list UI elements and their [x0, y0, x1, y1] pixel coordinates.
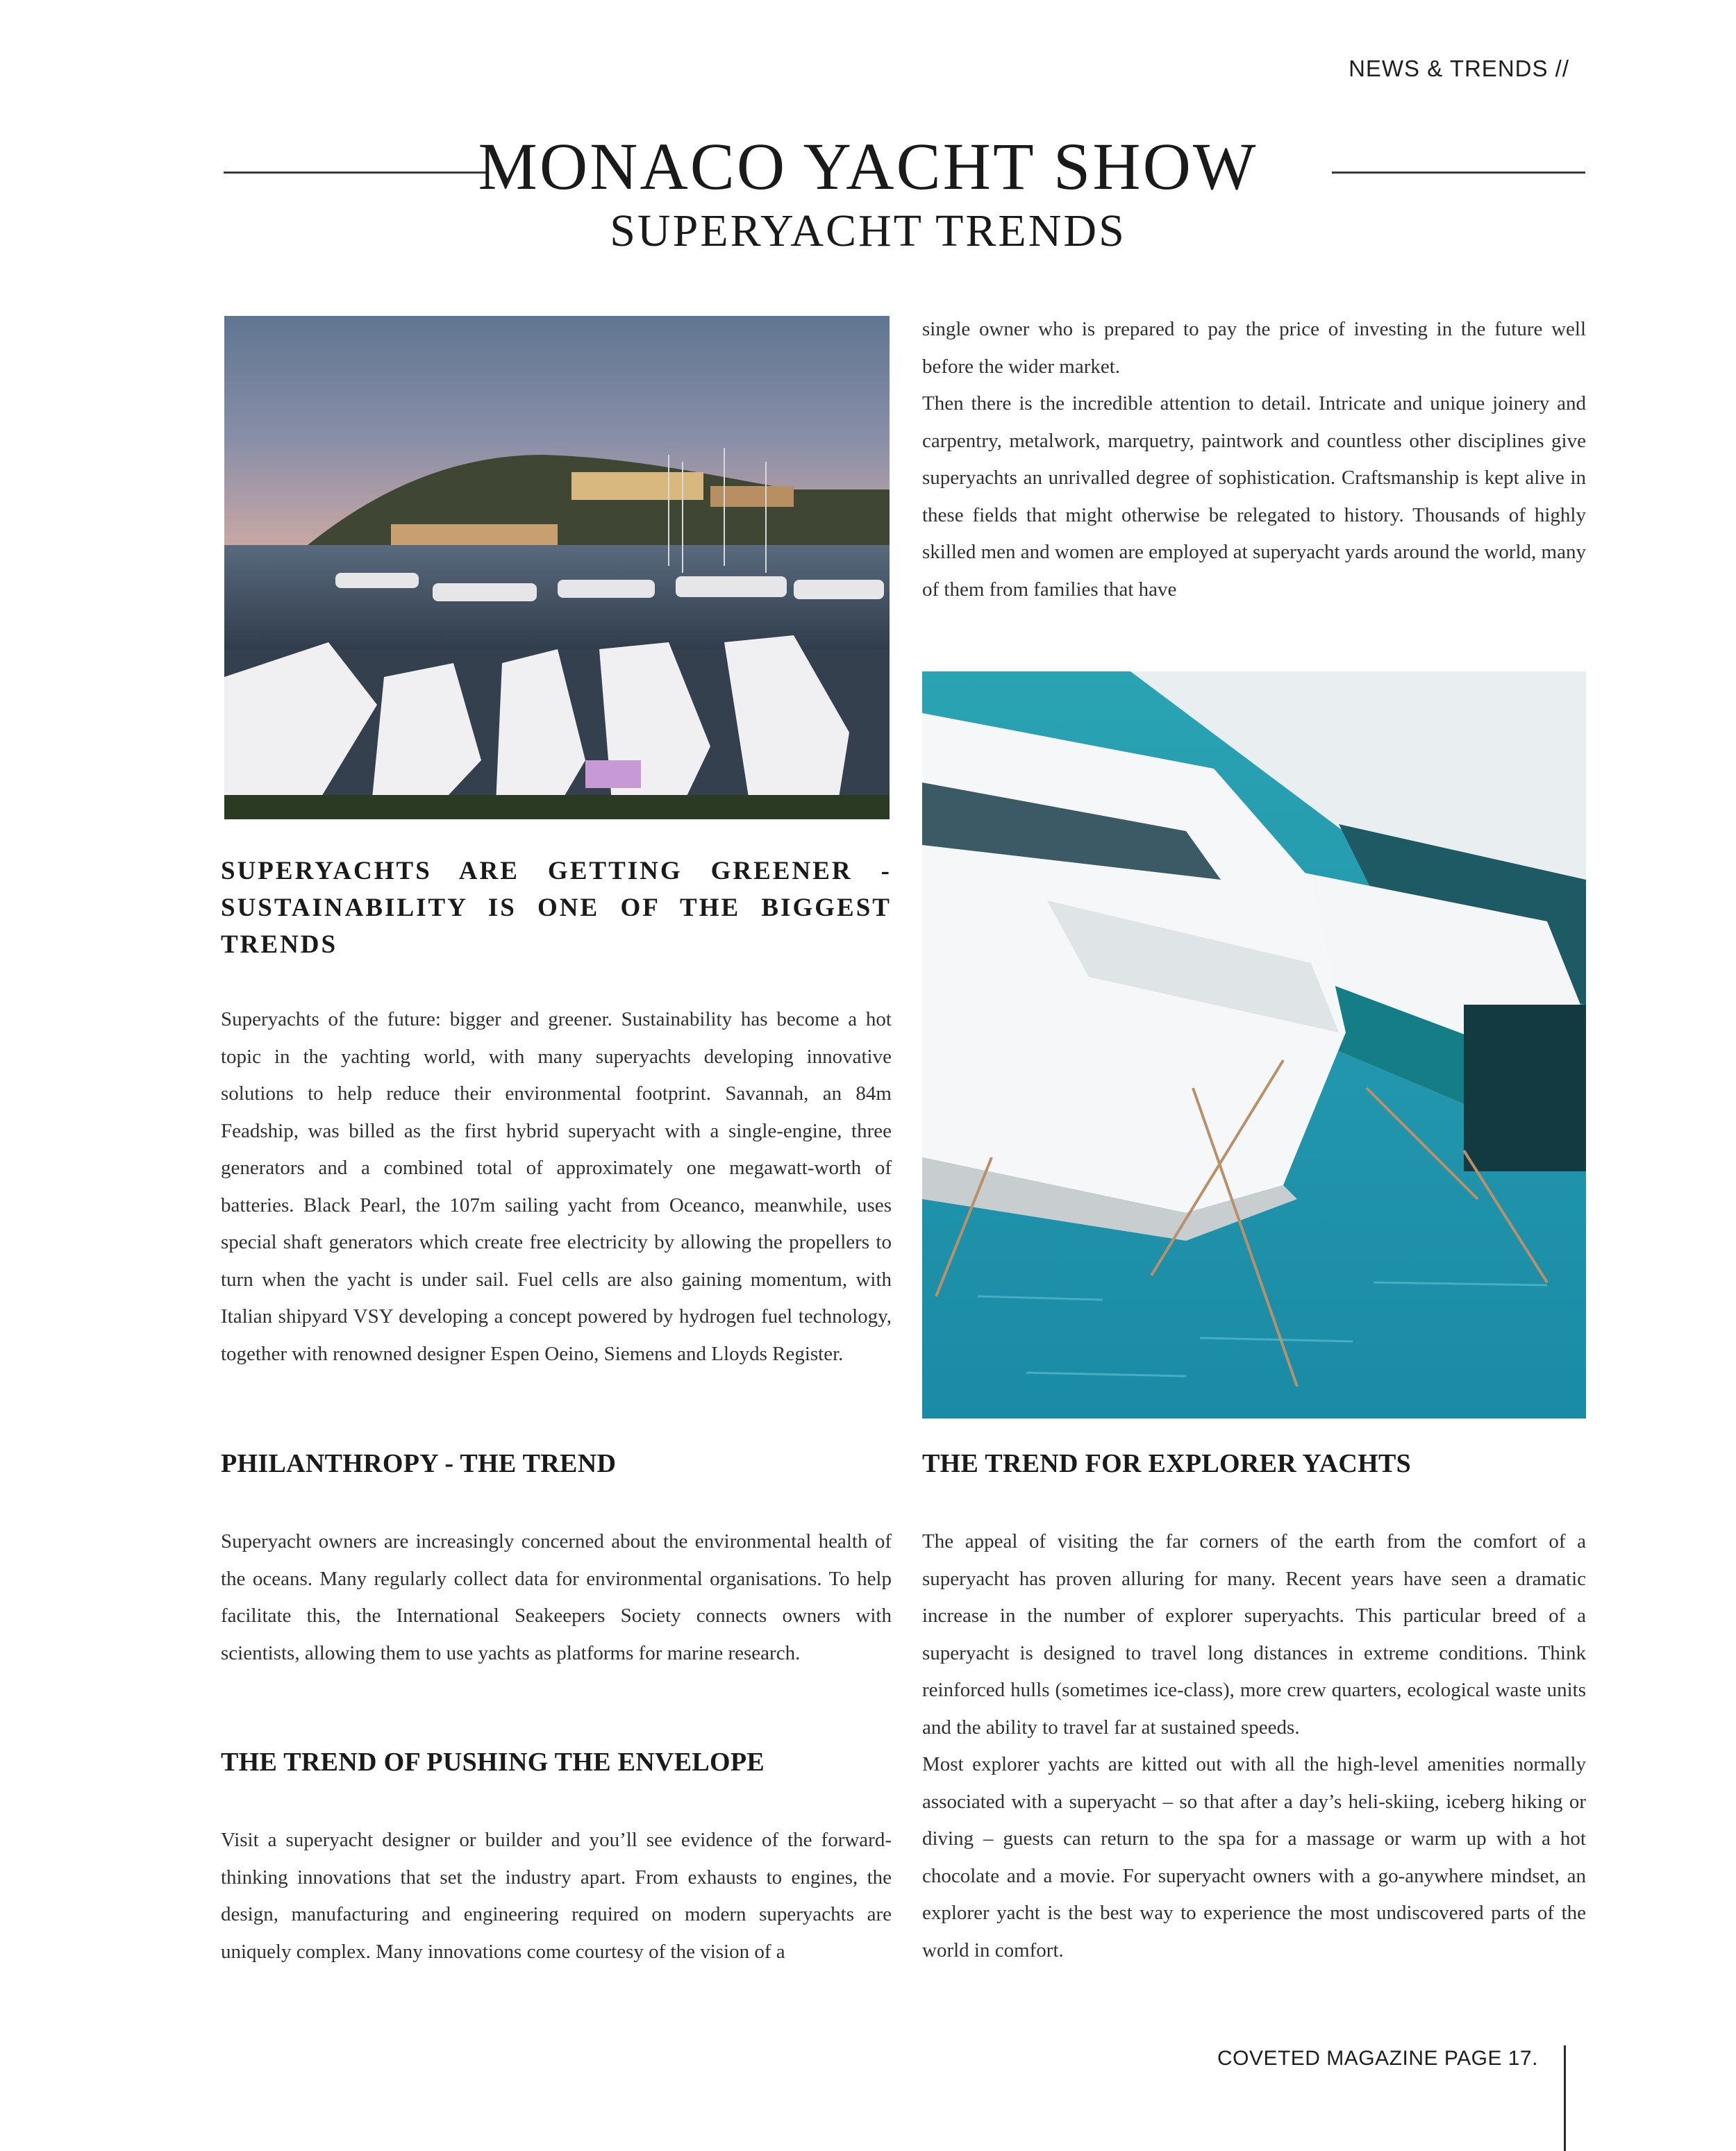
section-label: NEWS & TRENDS //	[1349, 56, 1569, 81]
page-number: COVETED MAGAZINE PAGE 17.	[1217, 2047, 1538, 2070]
harbor-photo	[224, 316, 890, 819]
greener-body	[221, 1001, 892, 1373]
philanthropy-heading: PHILANTHROPY - THE TREND	[221, 1449, 617, 1478]
envelope-body	[221, 1822, 892, 1970]
explorer-paragraph-2: Most explorer yachts are kitted out with all the high-level amenities normally associated with a superyacht – so that after a day’s heli-skiing, iceberg hiking or diving – guests can return to the spa for a massage or warm up with a hot chocolate and a movie. For superyacht owners with a go-anywhere mindset, an explorer yacht is the best way to experience the most undiscovered parts of the world in comfort.	[922, 1753, 1586, 1961]
philanthropy-paragraph: Superyacht owners are increasingly concerned about the environmental health of the oceans. Many regularly collect data for environmental organisations. To help facilitate this, the International Seakeepers Society connects owners with scientists, allowing them to use yachts as platforms for marine research.	[221, 1530, 892, 1664]
explorer-heading: THE TREND FOR EXPLORER YACHTS	[922, 1449, 1412, 1478]
continued-paragraph-2: Then there is the incredible attention to detail. Intricate and unique joinery and carpentry, metalwork, marquetry, paintwork and countless other disciplines give superyachts an unrivalled degree of sophistication. Craftsmanship is kept alive in these fields that might otherwise be relegated to history. Thousands of highly skilled men and women are employed at superyacht yards around the world, many of them from families that have	[922, 392, 1586, 601]
footer-rule	[1564, 2045, 1566, 2151]
philanthropy-body	[221, 1523, 892, 1672]
envelope-paragraph: Visit a superyacht designer or builder and you’ll see evidence of the forward-thinking innovations that set the industry apart. From exhausts to engines, the design, manufacturing and engineering required on modern superyachts are uniquely complex. Many innovations come courtesy of the vision of a	[221, 1829, 892, 1963]
greener-heading: SUPERYACHTS ARE GETTING GREENER - SUSTAINABILITY IS ONE OF THE BIGGEST TRENDS	[221, 857, 892, 959]
explorer-body	[922, 1523, 1586, 1969]
yachts-photo	[922, 671, 1586, 1418]
explorer-paragraph-1: The appeal of visiting the far corners of the earth from the comfort of a superyacht has proven alluring for many. Recent years have seen a dramatic increase in the number of explorer superyachts. This particular breed of a superyacht is designed to travel long distances in extreme conditions. Think reinforced hulls (sometimes ice-class), more crew quarters, ecological waste units and the ability to travel far at sustained speeds.	[922, 1530, 1586, 1739]
envelope-heading: THE TREND OF PUSHING THE ENVELOPE	[221, 1748, 765, 1777]
page-title: MONACO YACHT SHOW	[478, 129, 1258, 203]
continued-body	[922, 311, 1586, 608]
continued-paragraph-1: single owner who is prepared to pay the price of investing in the future well before the wider market.	[922, 318, 1586, 378]
greener-paragraph: Superyachts of the future: bigger and greener. Sustainability has become a hot topic in the yachting world, with many superyachts developing innovative solutions to help reduce their environmental footprint. Savannah, an 84m Feadship, was billed as the first hybrid superyacht with a single-engine, three generators and a combined total of approximately one megawatt-worth of batteries. Black Pearl, the 107m sailing yacht from Oceanco, meanwhile, uses special shaft generators which create free electricity by allowing the propellers to turn when the yacht is under sail. Fuel cells are also gaining momentum, with Italian shipyard VSY developing a concept powered by hydrogen fuel technology, together with renowned designer Espen Oeino, Siemens and Lloyds Register.	[221, 1008, 892, 1365]
page-subtitle: SUPERYACHT TRENDS	[610, 206, 1126, 256]
